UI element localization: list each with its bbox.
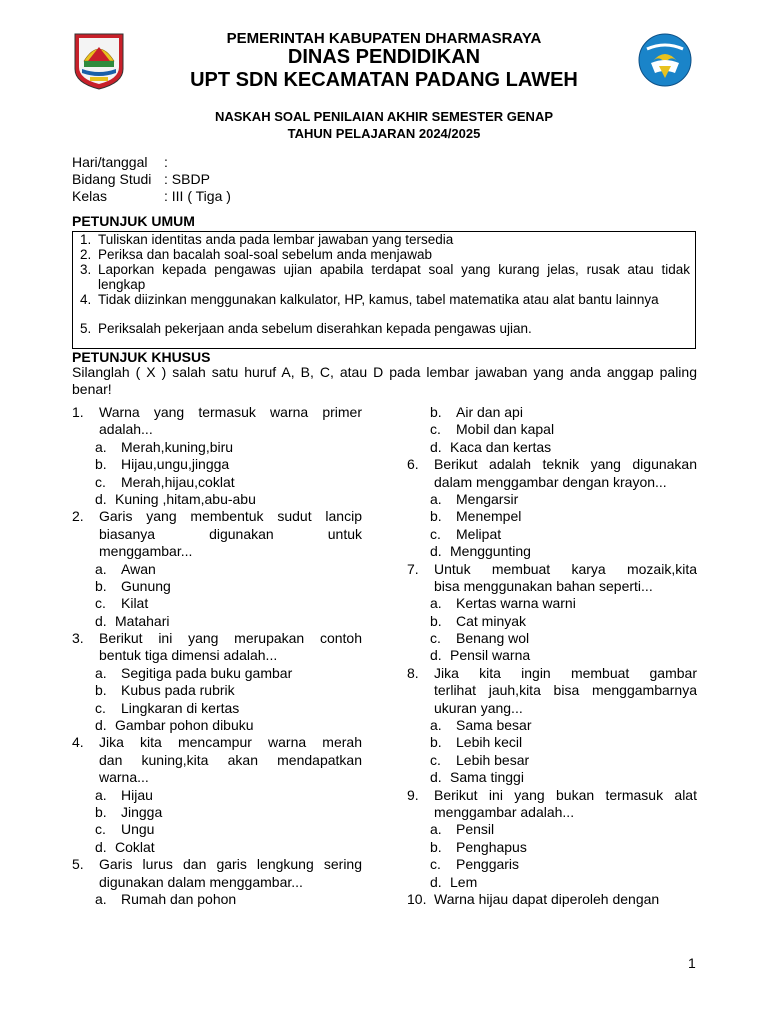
option-text: Ungu [121,821,155,838]
option-letter: c. [95,699,106,716]
petunjuk-umum-item [80,262,690,292]
page-number: 1 [688,955,696,971]
answer-option [407,856,697,873]
option-text: Sama besar [456,717,532,734]
item-number: 3. [80,262,92,277]
question-line [72,630,362,647]
option-text: Merah,kuning,biru [121,438,234,455]
answer-option [72,804,362,821]
option-letter: c. [430,421,441,438]
option-text: Penggaris [456,856,520,873]
question-line [72,404,362,421]
info-label: Bidang Studi [72,171,152,187]
question-continuation [407,804,697,821]
answer-option [72,717,362,734]
petunjuk-umum-item [80,247,690,262]
option-letter: d. [430,873,442,890]
option-letter: c. [430,856,441,873]
answer-option [407,613,697,630]
option-letter: b. [430,404,442,420]
petunjuk-khusus-heading: PETUNJUK KHUSUS [72,349,211,365]
item-number: 2. [80,247,92,262]
option-text: Pensil warna [450,647,531,664]
option-text: Mobil dan kapal [456,421,555,438]
question-number: 2. [72,508,84,525]
item-text: Tuliskan identitas anda pada lembar jawaban yang tersedia [98,232,454,247]
option-letter: b. [430,508,442,525]
option-text: Kilat [121,595,149,612]
answer-option [407,630,697,647]
option-letter: a. [430,717,442,734]
option-text: Sama tinggi [450,769,524,786]
option-text: Lebih kecil [456,734,523,751]
option-letter: d. [95,490,107,507]
header-line-3: UPT SDN KECAMATAN PADANG LAWEH [190,69,578,91]
question-continuation [407,700,697,717]
answer-option [72,491,362,508]
option-text: Benang wol [456,630,530,647]
question-number: 1. [72,404,84,420]
option-text: Hijau [121,786,153,803]
answer-option [72,456,362,473]
question-line [407,561,697,578]
answer-option [407,821,697,838]
question-line [407,787,697,804]
option-letter: a. [95,560,107,577]
question-continuation [407,682,697,699]
info-hari-tanggal [72,154,168,170]
item-text: Periksalah pekerjaan anda sebelum diserahkan kepada pengawas ujian. [98,321,532,336]
info-kelas [72,188,231,204]
answer-option [72,439,362,456]
question-text: Berikut ini yang bukan termasuk alat [434,786,697,803]
info-value: : SBDP [164,171,210,187]
option-text: Pensil [456,821,495,838]
question-line [407,891,697,908]
item-text: Periksa dan bacalah soal-soal sebelum anda menjawab [98,247,432,262]
question-continuation [407,578,697,595]
question-text: menggambar... [99,543,193,560]
question-continuation [407,474,697,491]
answer-option [72,595,362,612]
answer-option [72,700,362,717]
answer-option [407,734,697,751]
answer-option [72,682,362,699]
answer-option [72,839,362,856]
option-letter: a. [95,786,107,803]
option-letter: c. [430,525,441,542]
answer-option [407,752,697,769]
option-text: Menempel [456,508,522,525]
option-letter: d. [95,838,107,855]
answer-option [72,613,362,630]
question-number: 7. [407,560,419,577]
option-text: Melipat [456,525,502,542]
info-label: Kelas [72,188,108,204]
item-text: Tidak diizinkan menggunakan kalkulator, HP, kamus, tabel matematika atau alat bantu lainnya [98,292,659,307]
question-text: Jika kita ingin membuat gambar [434,664,697,681]
answer-option [407,421,697,438]
answer-option [407,874,697,891]
option-letter: a. [430,490,442,507]
question-line [72,856,362,873]
answer-option [72,561,362,578]
answer-option [407,595,697,612]
answer-option [407,508,697,525]
option-letter: b. [430,612,442,629]
option-text: Menggunting [450,543,531,560]
option-text: Merah,hijau,coklat [121,473,235,490]
option-letter: b. [95,803,107,820]
question-number: 4. [72,734,84,751]
petunjuk-umum-heading: PETUNJUK UMUM [72,213,195,229]
item-number: 1. [80,232,92,247]
question-text: ukuran yang... [434,699,523,716]
question-text: terlihat jauh,kita bisa menggambarnya [434,682,697,699]
answer-option [407,647,697,664]
question-text: bisa menggunakan bahan seperti... [434,577,653,594]
question-continuation [72,421,362,438]
question-number: 6. [407,456,419,473]
question-text: Garis yang membentuk sudut lancip [99,508,362,525]
option-letter: d. [430,438,442,455]
info-value: : [164,154,168,170]
question-text: bentuk tiga dimensi adalah... [99,647,278,664]
petunjuk-khusus-text: Silanglah ( X ) salah satu huruf A, B, C, atau D pada lembar jawaban yang anda anggap paling benar! [72,364,697,397]
answer-option [407,526,697,543]
title-line-1: NASKAH SOAL PENILAIAN AKHIR SEMESTER GENAP [214,109,554,124]
question-number: 10. [407,890,427,907]
option-text: Hijau,ungu,jingga [121,456,230,473]
option-text: Kuning ,hitam,abu-abu [115,490,256,507]
answer-option [72,578,362,595]
option-text: Kaca dan kertas [450,438,552,455]
question-number: 9. [407,786,419,803]
answer-option [72,787,362,804]
option-text: Kubus pada rubrik [121,682,235,699]
option-text: Penghapus [456,838,527,855]
option-letter: b. [430,734,442,751]
option-letter: a. [95,438,107,455]
option-text: Gambar pohon dibuku [115,717,254,734]
option-letter: b. [95,682,107,699]
question-text: Garis lurus dan garis lengkung sering [99,856,362,873]
item-text: Laporkan kepada pengawas ujian apabila terdapat soal yang kurang jelas, rusak atau tidak lengkap [98,262,690,292]
question-continuation [72,874,362,891]
info-value: : III ( Tiga ) [164,188,231,204]
question-text: biasanya digunakan untuk [99,525,362,542]
questions-right-column [407,404,697,908]
question-line [72,734,362,751]
option-text: Cat minyak [456,612,527,629]
option-letter: d. [95,612,107,629]
answer-option [407,439,697,456]
option-letter: a. [430,595,442,612]
option-letter: c. [95,821,106,838]
option-letter: b. [95,577,107,594]
petunjuk-umum-item [80,232,690,247]
question-text: warna... [99,769,149,786]
question-text: dan kuning,kita akan mendapatkan [99,751,362,768]
option-text: Coklat [115,838,155,855]
question-continuation [72,647,362,664]
petunjuk-umum-item [80,292,690,307]
option-text: Kertas warna warni [456,595,576,612]
option-letter: a. [95,890,107,907]
answer-option [407,717,697,734]
answer-option [72,474,362,491]
option-text: Jingga [121,803,163,820]
answer-option [72,891,362,908]
option-letter: d. [95,717,107,734]
question-text: digunakan dalam menggambar... [99,873,303,890]
option-letter: d. [430,647,442,664]
question-text: Berikut ini yang merupakan contoh [99,630,362,647]
question-line [72,508,362,525]
question-continuation [72,752,362,769]
option-text: Rumah dan pohon [121,890,237,907]
option-letter: c. [430,630,441,647]
option-letter: c. [430,751,441,768]
question-text: Warna hijau dapat diperoleh dengan [434,890,660,907]
option-letter: c. [95,473,106,490]
option-letter: d. [430,543,442,560]
question-number: 3. [72,630,84,647]
answer-option [72,821,362,838]
option-letter: b. [95,456,107,473]
answer-option [72,665,362,682]
question-text: dalam menggambar dengan krayon... [434,473,667,490]
question-number: 5. [72,856,84,873]
question-number: 8. [407,664,419,681]
question-line [407,456,697,473]
answer-option [407,839,697,856]
question-text: Jika kita mencampur warna merah [99,734,362,751]
option-letter: d. [430,769,442,786]
question-text: Untuk membuat karya mozaik,kita [434,560,697,577]
answer-option [407,491,697,508]
option-text: Segitiga pada buku gambar [121,664,293,681]
option-letter: a. [95,664,107,681]
option-text: Lebih besar [456,751,530,768]
option-text: Air dan api [456,404,523,420]
petunjuk-umum-item [80,321,690,336]
item-number: 5. [80,321,92,336]
question-text: Berikut adalah teknik yang digunakan [434,456,697,473]
option-text: Lingkaran di kertas [121,699,240,716]
question-text: Warna yang termasuk warna primer [99,404,362,420]
option-text: Awan [121,560,156,577]
option-text: Matahari [115,612,170,629]
question-text: menggambar adalah... [434,803,575,820]
question-continuation [72,769,362,786]
questions-left-column [72,404,362,908]
question-text: adalah... [99,421,153,438]
question-continuation [72,526,362,543]
info-label: Hari/tanggal [72,154,148,170]
title-line-2: TAHUN PELAJARAN 2024/2025 [287,126,481,141]
header-line-2: DINAS PENDIDIKAN [287,46,481,68]
answer-option [407,404,697,421]
info-bidang-studi [72,171,210,187]
option-letter: c. [95,595,106,612]
option-letter: a. [430,821,442,838]
header-line-1: PEMERINTAH KABUPATEN DHARMASRAYA [226,30,542,47]
option-text: Mengarsir [456,490,519,507]
question-line [407,665,697,682]
item-number: 4. [80,292,92,307]
option-text: Gunung [121,577,171,594]
answer-option [407,769,697,786]
option-letter: b. [430,838,442,855]
option-text: Lem [450,873,478,890]
answer-option [407,543,697,560]
question-continuation [72,543,362,560]
